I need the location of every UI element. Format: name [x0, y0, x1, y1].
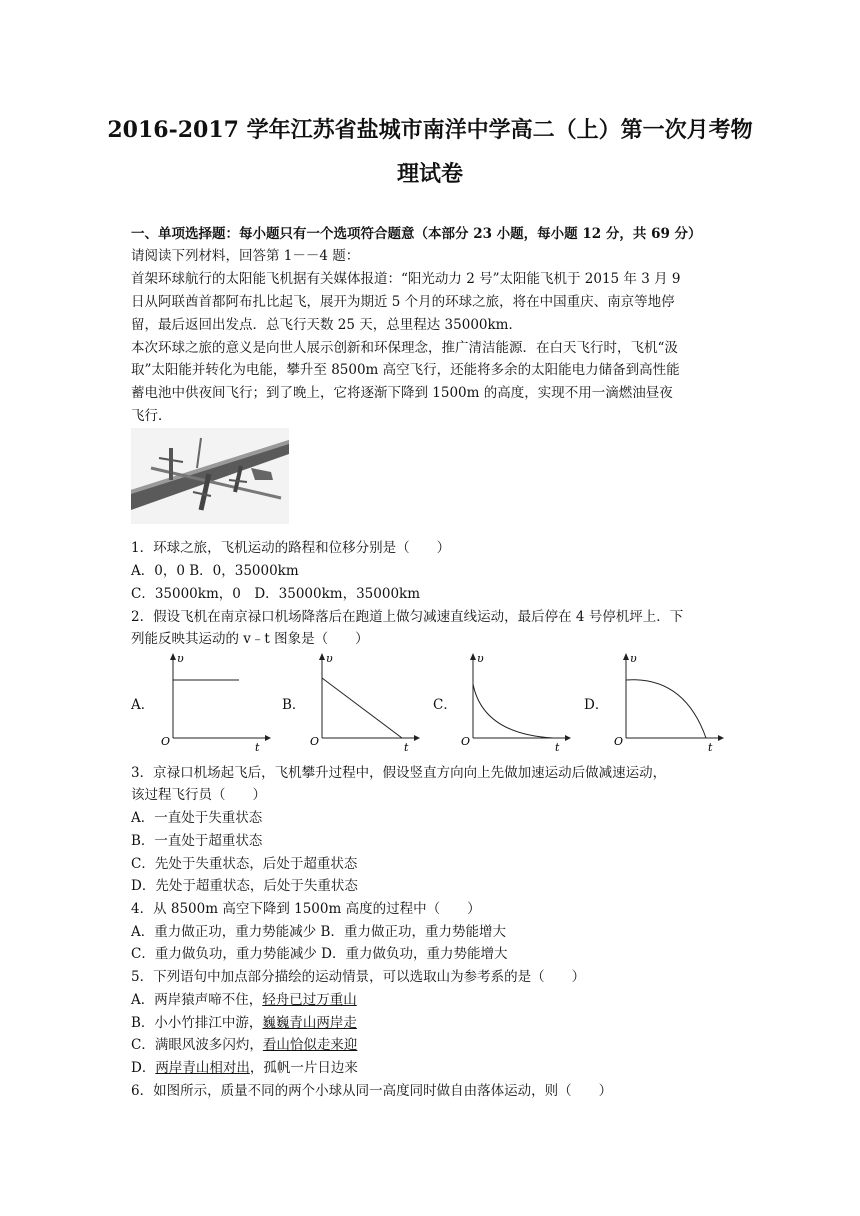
q3-option-a: A．一直处于失重状态: [131, 810, 263, 826]
axis-t-label: t: [255, 741, 260, 754]
q4-options-ab: A．重力做正功，重力势能减少 B．重力做正功，重力势能增大: [131, 924, 506, 940]
q5-option-c: [131, 1033, 357, 1053]
vt-graph-a: [155, 652, 273, 754]
material-text: 飞行．: [131, 408, 172, 424]
exam-title-line2: 理试卷: [396, 161, 463, 187]
underlined-phrase: 轻舟已过万重山: [262, 992, 357, 1008]
material-text: 取”太阳能并转化为电能，攀升至 8500m 高空飞行，还能将多余的太阳能电力储备到高性能: [131, 362, 680, 378]
q1-options-ab: A．0，0 B．0，35000km: [131, 563, 299, 579]
exam-title-line1: 2016-2017 学年江苏省盐城市南洋中学高二（上）第一次月考物: [107, 117, 753, 143]
q2-option-label-a: A．: [131, 697, 155, 713]
q3-stem: 3．京禄口机场起飞后，飞机攀升过程中，假设竖直方向向上先做加速运动后做减速运动，: [131, 765, 667, 781]
option-text: A．两岸猿声啼不住，: [131, 992, 263, 1008]
material-text: 日从阿联酋首都阿布扎比起飞，展开为期近 5 个月的环球之旅，将在中国重庆、南京等地停: [131, 294, 675, 310]
q5-option-a: [131, 988, 357, 1008]
q5-option-d: [131, 1056, 358, 1076]
axis-v-label: υ: [477, 652, 484, 665]
option-text: D．: [131, 1060, 156, 1076]
vt-graph-b: [304, 652, 422, 754]
axis-v-label: υ: [630, 652, 637, 665]
section-heading: 一、单项选择题：每小题只有一个选项符合题意（本部分 23 小题，每小题 12 分，共 69 分）: [131, 226, 702, 242]
underlined-phrase: 两岸青山相对出: [155, 1060, 250, 1076]
vt-graph-d: [608, 652, 726, 754]
option-text: C．满眼风波多闪灼，: [131, 1037, 263, 1053]
q2-option-label-d: D．: [584, 697, 609, 713]
underlined-phrase: 看山恰似走来迎: [262, 1037, 358, 1053]
axis-v-label: υ: [326, 652, 333, 665]
q2-stem: 2．假设飞机在南京禄口机场降落后在跑道上做匀减速直线运动，最后停在 4 号停机坪上．下: [131, 609, 684, 625]
option-text: ，孤帆一片日边来: [249, 1060, 358, 1076]
q3-option-b: B．一直处于超重状态: [131, 833, 263, 849]
solar-plane-image: [131, 428, 289, 524]
q3-option-c: C．先处于失重状态，后处于超重状态: [131, 856, 358, 872]
q4-options-cd: C．重力做负功，重力势能减少 D．重力做负功，重力势能增大: [131, 946, 508, 962]
axis-t-label: t: [555, 741, 560, 754]
material-text: 留，最后返回出发点．总飞行天数 25 天，总里程达 35000km．: [131, 317, 522, 333]
section-instruction: 请阅读下列材料，回答第 1－－4 题：: [131, 248, 360, 264]
axis-t-label: t: [708, 741, 713, 754]
origin-label: O: [310, 735, 320, 748]
q4-stem: 4．从 8500m 高空下降到 1500m 高度的过程中（ ）: [131, 901, 481, 917]
q3-stem: 该过程飞行员（ ）: [131, 787, 266, 803]
origin-label: O: [461, 735, 471, 748]
q3-option-d: D．先处于超重状态，后处于失重状态: [131, 878, 358, 894]
origin-label: O: [161, 735, 171, 748]
origin-label: O: [614, 735, 624, 748]
q1-stem: 1．环球之旅，飞机运动的路程和位移分别是（ ）: [131, 540, 451, 556]
q1-options-cd: C．35000km，0 D．35000km，35000km: [131, 586, 421, 602]
material-text: 蓄电池中供夜间飞行；到了晚上，它将逐渐下降到 1500m 的高度，实现不用一滴燃油昼夜: [131, 385, 673, 401]
axis-t-label: t: [404, 741, 409, 754]
q5-option-b: [131, 1011, 357, 1031]
q2-option-label-c: C．: [433, 697, 457, 713]
q5-stem: 5．下列语句中加点部分描绘的运动情景，可以选取山为参考系的是（ ）: [131, 969, 586, 985]
axis-v-label: υ: [177, 652, 184, 665]
underlined-phrase: 巍巍青山两岸走: [262, 1015, 357, 1031]
material-text: 本次环球之旅的意义是向世人展示创新和环保理念，推广清洁能源．在白天飞行时，飞机“汲: [131, 340, 678, 356]
option-text: B．小小竹排江中游，: [131, 1015, 263, 1031]
q2-option-label-b: B．: [282, 697, 306, 713]
material-text: 首架环球航行的太阳能飞机据有关媒体报道：“阳光动力 2 号”太阳能飞机于 2015 年 3 月 9: [131, 271, 681, 287]
vt-graph-c: [455, 652, 573, 754]
q6-stem: 6．如图所示，质量不同的两个小球从同一高度同时做自由落体运动，则（ ）: [131, 1083, 613, 1099]
q2-stem: 列能反映其运动的 v﹣t 图象是（ ）: [131, 631, 369, 647]
